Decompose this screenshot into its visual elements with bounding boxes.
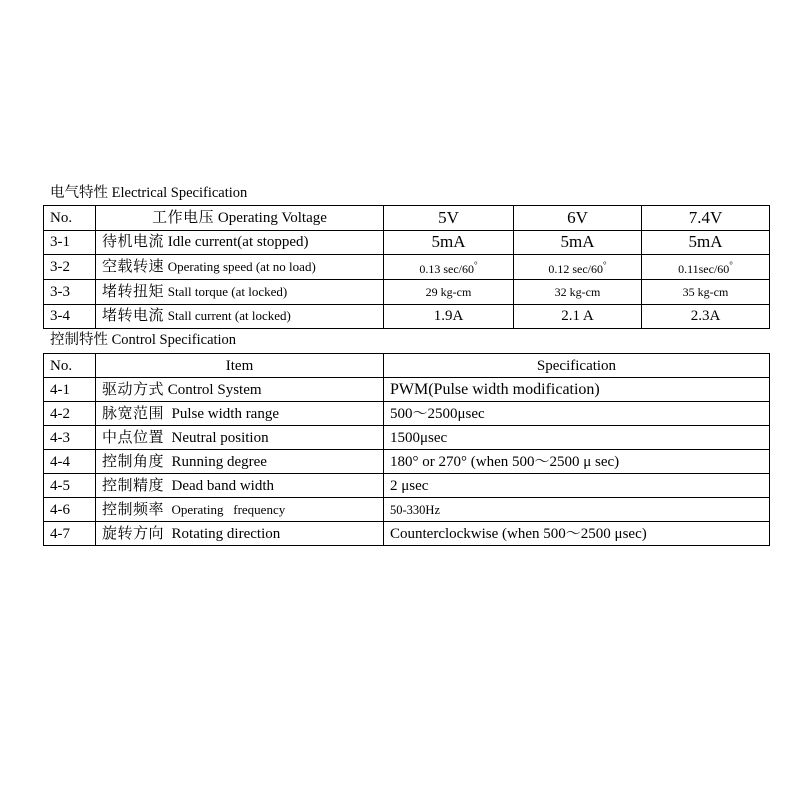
header-voltage-6v: 6V	[514, 206, 642, 231]
row-item	[96, 230, 384, 255]
table-row	[44, 255, 770, 280]
row-value: 2.1 A	[514, 304, 642, 329]
item-zh: 工作电压	[152, 209, 215, 226]
control-spec-table	[43, 353, 770, 546]
electrical-spec-title: 电气特性 Electrical Specification	[50, 185, 248, 201]
table-row	[44, 474, 770, 498]
header-no: No.	[44, 354, 96, 378]
electrical-header-row	[44, 206, 770, 231]
degree-mark: °	[729, 260, 733, 270]
row-value: 1.9A	[384, 304, 514, 329]
row-no: 4-3	[44, 426, 96, 450]
row-item	[96, 378, 384, 402]
item-zh: 控制精度	[102, 477, 165, 494]
row-value: 5mA	[642, 230, 770, 255]
value-text: 0.13 sec/60	[419, 262, 475, 276]
item-en: Operating speed (at no load)	[167, 259, 316, 274]
header-voltage-5v: 5V	[384, 206, 514, 231]
value-text: 0.12 sec/60	[548, 262, 604, 276]
row-value: 2.3A	[642, 304, 770, 329]
item-en: Stall current (at locked)	[167, 308, 291, 324]
control-header-row	[44, 354, 770, 378]
item-zh: 驱动方式	[102, 381, 165, 398]
item-en: Running degree	[171, 453, 267, 470]
item-en: Operating frequency	[171, 501, 286, 517]
header-specification: Specification	[384, 354, 770, 378]
row-item	[96, 450, 384, 474]
item-en: Rotating direction	[171, 525, 281, 542]
item-en: Dead band width	[171, 477, 274, 494]
row-no: 3-4	[44, 304, 96, 329]
control-spec-title: 控制特性 Control Specification	[50, 332, 237, 348]
header-voltage-7-4v: 7.4V	[642, 206, 770, 231]
table-row	[44, 498, 770, 522]
row-spec: PWM(Pulse width modification)	[384, 378, 770, 402]
item-en: Idle current(at stopped)	[167, 234, 309, 251]
row-item	[96, 280, 384, 305]
row-value	[642, 255, 770, 280]
item-zh: 控制角度	[102, 453, 165, 470]
item-zh: 堵转电流	[102, 308, 165, 325]
row-item	[96, 474, 384, 498]
item-en: Control System	[167, 381, 262, 398]
row-no: 4-6	[44, 498, 96, 522]
row-spec: 180° or 270° (when 500～2500 μ sec)	[384, 450, 770, 474]
row-no: 4-4	[44, 450, 96, 474]
row-value	[384, 255, 514, 280]
item-zh: 待机电流	[102, 234, 165, 251]
table-row	[44, 522, 770, 546]
value-text: 0.11sec/60	[678, 262, 730, 276]
item-zh: 控制频率	[102, 501, 165, 518]
header-operating-voltage	[96, 206, 384, 231]
item-en: Operating Voltage	[217, 209, 327, 226]
row-value: 29 kg-cm	[384, 280, 514, 305]
row-value: 32 kg-cm	[514, 280, 642, 305]
row-no: 4-7	[44, 522, 96, 546]
header-item: Item	[96, 354, 384, 378]
degree-mark: °	[603, 260, 607, 270]
row-item	[96, 304, 384, 329]
item-zh: 空载转速	[102, 259, 165, 275]
row-no: 4-5	[44, 474, 96, 498]
table-row	[44, 450, 770, 474]
electrical-spec-table	[43, 205, 770, 329]
table-row	[44, 280, 770, 305]
row-no: 3-1	[44, 230, 96, 255]
table-row	[44, 402, 770, 426]
row-spec: 50-330Hz	[384, 498, 770, 522]
row-no: 4-1	[44, 378, 96, 402]
header-no: No.	[44, 206, 96, 231]
table-row	[44, 426, 770, 450]
row-no: 4-2	[44, 402, 96, 426]
row-spec: 500～2500μsec	[384, 402, 770, 426]
item-en: Neutral position	[171, 429, 269, 446]
row-spec: 1500μsec	[384, 426, 770, 450]
row-item	[96, 522, 384, 546]
row-item	[96, 426, 384, 450]
row-value: 5mA	[384, 230, 514, 255]
item-zh: 中点位置	[102, 429, 165, 446]
row-item	[96, 255, 384, 280]
item-zh: 脉宽范围	[102, 405, 165, 422]
row-no: 3-3	[44, 280, 96, 305]
row-value	[514, 255, 642, 280]
item-en: Stall torque (at locked)	[167, 283, 288, 299]
row-spec: Counterclockwise (when 500～2500 μsec)	[384, 522, 770, 546]
degree-mark: °	[474, 260, 478, 270]
table-row	[44, 230, 770, 255]
table-row	[44, 378, 770, 402]
row-item	[96, 498, 384, 522]
item-zh: 旋转方向	[102, 525, 165, 542]
row-value: 35 kg-cm	[642, 280, 770, 305]
item-zh: 堵转扭矩	[102, 283, 165, 300]
row-spec: 2 μsec	[384, 474, 770, 498]
item-en: Pulse width range	[171, 405, 279, 422]
table-row	[44, 304, 770, 329]
row-item	[96, 402, 384, 426]
row-value: 5mA	[514, 230, 642, 255]
row-no: 3-2	[44, 255, 96, 280]
